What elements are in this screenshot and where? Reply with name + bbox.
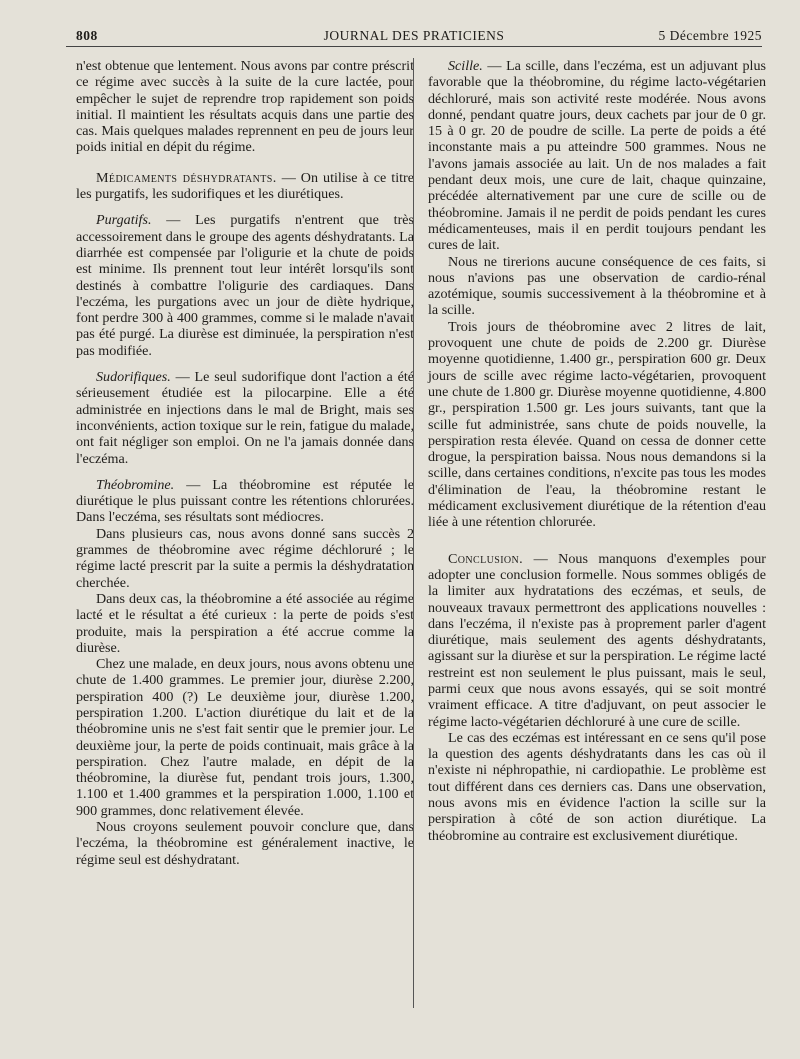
paragraph-sudorifiques [76, 369, 414, 467]
right-column [428, 58, 766, 844]
paragraph-continuation: n'est obtenue que lentement. Nous avons par contre préscrit ce régime avec succès à la suite de la cure lactée, pour empêcher le sujet de reprendre trop rapidement son poids initial. Il maintient les résultats acquis dans une partie des cas. Mais quelques malades reprennent en peu de jours leur poids initial en dépit du régime. [76, 58, 414, 156]
page-number: 808 [76, 28, 98, 43]
journal-title: JOURNAL DES PRATICIENS [323, 28, 505, 43]
paragraph-text: — On utilise à ce titre les purgatifs, les sudorifiques et les diurétiques. [76, 169, 415, 203]
paragraph-medicaments [76, 170, 414, 203]
column-divider [413, 58, 414, 1008]
paragraph: Trois jours de théobromine avec 2 litres de lait, provoquent une chute de poids de 2.200 gr. Diurèse moyenne quotidienne, 1.400 gr., perspiration 600 gr. Deux jours de scille avec régime lacto-végétarien, provoquent une chute de 1.800 gr. Diurèse moyenne quotidienne, 4.800 gr., perspiration 1.500 gr. Les jours suivants, tant que la scille fut administrée, sans chute de poids nouvelle, la perspiration resta élevée. Quand on cessa de donner cette drogue, la perspiration baissa. Nous nous demandons si la scille, dans certaines conditions, n'excite pas tous les modes d'élimination de l'eau, la théobromine restant le médicament exclusivement diurétique de la rétention d'eau liée à une rétention chlorurée. [428, 318, 766, 531]
paragraph-purgatifs [76, 212, 414, 359]
paragraph: Dans deux cas, la théobromine a été associée au régime lacté et le résultat a été curieux : la perte de poids s'est produite, mais la perspiration a été accrue comme la diurèse. [76, 590, 414, 656]
subheading-theobromine: Théobromine. [96, 476, 175, 493]
subheading-scille: Scille. [448, 58, 483, 74]
paragraph: Le cas des eczémas est intéressant en ce sens qu'il pose la question des agents déshydratants dans les cas où il n'existe ni néphropathie, ni cardiopathie. Le problème est tout différent dans ces derniers cas. Dans une observation, nous avons mis en évidence l'action la scille sur la perspiration à côté de son action diurétique. La théobromine au contraire est exclusivement diurétique. [428, 729, 766, 844]
running-header [66, 26, 762, 47]
paragraph: Nous croyons seulement pouvoir conclure que, dans l'eczéma, la théobromine est généralement inactive, le régime seul est déshydratant. [76, 819, 414, 868]
subheading-purgatifs: Purgatifs. [96, 212, 152, 229]
paragraph-conclusion [428, 551, 766, 730]
section-heading-conclusion: Conclusion. [448, 550, 524, 567]
paragraph: Dans plusieurs cas, nous avons donné sans succès 2 grammes de théobromine avec régime déchloruré ; le régime lacté prescrit par la suite a permis la déshydratation cherchée. [76, 525, 414, 591]
section-heading-medicaments: Médicaments déshydratants. [96, 169, 277, 186]
subheading-sudorifiques: Sudorifiques. [96, 369, 171, 386]
paragraph: Nous ne tirerions aucune conséquence de ces faits, si nous n'avions pas une observation de cardio-rénal azotémique, soumis successivement à la théobromine et à la scille. [428, 253, 766, 319]
paragraph-text: — La théobromine est réputée le diurétique le plus puissant contre les rétentions chlorurées. Dans l'eczéma, ses résultats sont médiocres. [76, 476, 414, 526]
paragraph-text: — Les purgatifs n'entrent que très accessoirement dans le groupe des agents déshydratants. La diarrhée est compensée par l'oligurie et la chute de poids est minime. Ils prennent tout leur intérêt lorsqu'ils sont destinés à combattre l'oligurie des cardiaques. Dans l'eczéma, les purgations avec un jour de diète hydrique, font perdre 300 à 400 grammes, comme si le malade n'avait pas été purgé. La diurèse est diminuée, la perspiration n'est pas modifiée. [76, 212, 414, 359]
paragraph-scille [428, 58, 766, 254]
paragraph-text: — Nous manquons d'exemples pour adopter une conclusion formelle. Nous sommes obligés de la limiter aux hydratations des eczémas, et seuls, de nouveaux travaux permettront des applications nouvelles : dans l'eczéma, il n'existe pas à proprement parler d'agent diurétique, mais seulement des agents déshydratants, agissant sur la diurèse et sur la perspiration. Le régime lacté restreint est non seulement le plus puissant, mais le seul, parmi ceux que nous avons essayés, qui se soit montré vraiment efficace. A titre d'adjuvant, on peut associer le régime lacto-végétarien déchloruré à une cure de scille. [428, 550, 766, 730]
paragraph-text: — La scille, dans l'eczéma, est un adjuvant plus favorable que la théobromine, du régime lacto-végétarien déchloruré, mais son activité reste modérée. Nous avons donné, pendant quatre jours, deux cachets par jour de 0 gr. 15 à 0 gr. 20 de poudre de scille. La perte de poids a été inconstante mais a pu atteindre 500 grammes. Nous ne l'avons jamais associée au lait. Un de nos malades a fait pendant deux mois, une cure de lait, chaque quinzaine, précédée alternativement par une cure de scille ou de théobromine. Jamais il ne perdit de poids pendant les cures médicamenteuses, mais il en perdit toujours pendant les cures de lait. [428, 58, 766, 254]
paragraph-text: — Le seul sudorifique dont l'action a été sérieusement étudiée est la pilocarpine. Elle a été administrée en injections dans le mal de Bright, mais ses inconvénients, action toxique sur le rein, fatigue du malade, ont fait négliger son emploi. On ne l'a jamais donnée dans l'eczéma. [76, 369, 414, 467]
paragraph-theobromine [76, 477, 414, 526]
paragraph: Chez une malade, en deux jours, nous avons obtenu une chute de 1.400 grammes. Le premier jour, diurèse 2.200, perspiration 400 (?) Le deuxième jour, diurèse 1.200, perspiration 1.200. L'action diurétique du lait et de la théobromine unis ne s'est fait sentir que le premier jour. Le deuxième jour, la perte de poids continuait, mais grâce à la perspiration. Chez l'autre malade, en dépit de la théobromine, la diurèse fut, pendant trois jours, 1.300, 1.100 et 1.400 grammes et la perspiration 1.000, 1.100 et 900 grammes, donc relativement élevée. [76, 656, 414, 819]
issue-date: 5 Décembre 1925 [658, 28, 762, 43]
left-column [76, 58, 414, 868]
